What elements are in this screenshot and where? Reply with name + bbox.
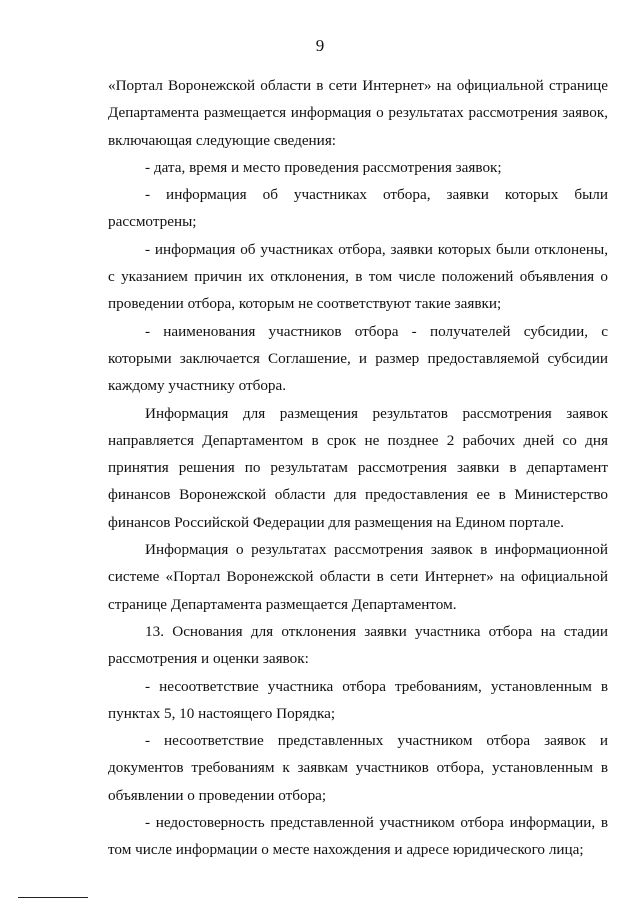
list-item-participants-rejected: - информация об участниках отбора, заявки которых были отклонены, с указанием причин их отклонения, в том числе положений объявления о проведении отбора, которым не соответствуют такие заявки; xyxy=(108,240,608,313)
list-item-requirements-mismatch: - несоответствие участника отбора требованиям, установленным в пунктах 5, 10 настоящего Порядка; xyxy=(108,677,608,722)
paragraph-portal-info: «Портал Воронежской области в сети Интернет» на официальной странице Департамента размещается информация о результатах рассмотрения заявок, включающая следующие сведения: xyxy=(108,77,608,149)
section-13-heading: 13. Основания для отклонения заявки участника отбора на стадии рассмотрения и оценки заявок: xyxy=(108,622,608,668)
list-item-documents-mismatch: - несоответствие представленных участником отбора заявок и документов требованиям к заявкам участников отбора, установленным в объявлении о проведении отбора; xyxy=(108,732,608,804)
footnote-separator xyxy=(18,897,88,898)
list-item-participants-reviewed: - информация об участниках отбора, заявки которых были рассмотрены; xyxy=(108,186,608,231)
list-item-date-time: - дата, время и место проведения рассмотрения заявок; xyxy=(145,158,502,176)
document-body xyxy=(108,72,608,864)
paragraph-info-publication: Информация о результатах рассмотрения заявок в информационной системе «Портал Воронежской области в сети Интернет» на официальной странице Департамента размещается Департаментом. xyxy=(108,541,608,613)
list-item-subsidy-recipients: - наименования участников отбора - получателей субсидии, с которыми заключается Соглашение, и размер предоставляемой субсидии каждому участнику отбора. xyxy=(108,322,608,395)
list-item-inaccurate-info: - недостоверность представленной участником отбора информации, в том числе информации о месте нахождения и адресе юридического лица; xyxy=(108,814,608,859)
page-number: 9 xyxy=(315,36,325,55)
paragraph-info-submission: Информация для размещения результатов рассмотрения заявок направляется Департаментом в срок не позднее 2 рабочих дней со дня принятия решения по результатам рассмотрения заявки в департамент финансов Воронежской области для предоставления ее в Министерство финансов Российской Федерации для размещения на Едином портале. xyxy=(108,404,608,531)
